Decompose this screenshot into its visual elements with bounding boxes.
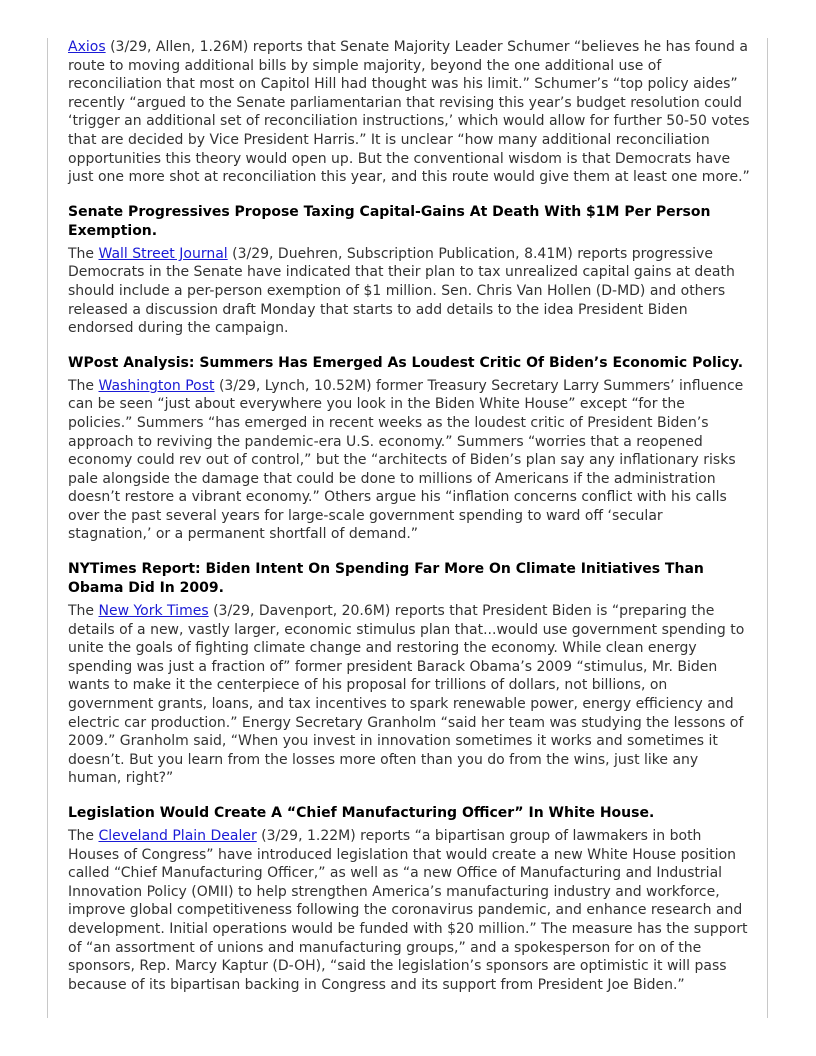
story-headline: Senate Progressives Propose Taxing Capital-Gains At Death With $1M Per Person Exemption.	[68, 203, 711, 239]
story-headline: WPost Analysis: Summers Has Emerged As Loudest Critic Of Biden’s Economic Policy.	[68, 354, 744, 371]
story-text: (3/29, Duehren, Subscription Publication, 8.41M) reports progressive Democrats in the Senate have indicated that their plan to tax unrealized capital gains at death should include a per-person exemption of $1 million. Sen. Chris Van Hollen (D-MD) and others released a discussion draft Monday that starts to add details to the idea President Biden endorsed during the campaign.	[68, 245, 735, 337]
story-body	[68, 602, 750, 788]
source-link-axios[interactable]: Axios	[68, 39, 106, 55]
story-body	[68, 377, 750, 544]
story-body	[68, 827, 750, 994]
story-lead: The	[68, 603, 99, 620]
story-body	[68, 245, 750, 338]
news-content	[68, 38, 750, 994]
document-page	[47, 38, 768, 1018]
source-link-cleveland-plain-dealer[interactable]: Cleveland Plain Dealer	[98, 828, 257, 844]
story-headline: NYTimes Report: Biden Intent On Spending Far More On Climate Initiatives Than Obama Did In 2009.	[68, 561, 704, 597]
source-link-new-york-times[interactable]: New York Times	[98, 603, 209, 620]
source-link-washington-post[interactable]: Washington Post	[98, 377, 215, 394]
story-text: (3/29, Lynch, 10.52M) former Treasury Secretary Larry Summers’ influence can be seen “just about everywhere you look in the Biden White House” except “for the policies.” Summers “has emerged in recent weeks as the loudest critic of President Biden’s approach to reviving the pandemic-era U.S. economy.” Summers “worries that a reopened economy could rev out of control,” but the “architects of Biden’s plan say any inflationary risks pale alongside the damage that could be done to millions of Americans if the administration doesn’t restore a vibrant economy.” Others argue his “inflation concerns conflict with his calls over the past several years for large-scale government spending to ward off ‘secular stagnation,’ or a permanent shortfall of demand.”	[68, 377, 744, 543]
story-capital-gains	[68, 203, 750, 338]
intro-paragraph	[68, 38, 750, 187]
story-headline: Legislation Would Create A “Chief Manufacturing Officer” In White House.	[68, 805, 655, 821]
story-text: (3/29, Davenport, 20.6M) reports that President Biden is “preparing the details of a new, vastly larger, economic stimulus plan that...would use government spending to unite the goals of fighting climate change and restoring the economy. While clean energy spending was just a fraction of” former president Barack Obama’s 2009 “stimulus, Mr. Biden wants to make it the centerpiece of his proposal for trillions of dollars, not billions, on government grants, loans, and tax incentives to spark renewable power, energy efficiency and electric car production.” Energy Secretary Granholm “said her team was studying the lessons of 2009.” Granholm said, “When you invest in innovation sometimes it works and sometimes it doesn’t. But you learn from the losses more often than you do from the wins, just like any human, right?”	[68, 603, 745, 787]
source-link-wall-street-journal[interactable]: Wall Street Journal	[98, 245, 228, 262]
story-lead: The	[68, 828, 99, 844]
story-text: (3/29, 1.22M) reports “a bipartisan group of lawmakers in both Houses of Congress” have introduced legislation that would create a new White House position called “Chief Manufacturing Officer,” as well as “a new Office of Manufacturing and Industrial Innovation Policy (OMII) to help strengthen America’s manufacturing industry and workforce, improve global competitiveness following the coronavirus pandemic, and enhance research and development. Initial operations would be funded with $20 million.” The measure has the support of “an assortment of unions and manufacturing groups,” and a spokesperson for on of the sponsors, Rep. Marcy Kaptur (D-OH), “said the legislation’s sponsors are optimistic it will pass because of its bipartisan backing in Congress and its support from President Joe Biden.”	[68, 828, 748, 993]
story-lead: The	[68, 245, 99, 262]
story-manufacturing	[68, 804, 750, 994]
intro-body: (3/29, Allen, 1.26M) reports that Senate Majority Leader Schumer “believes he has found a route to moving additional bills by simple majority, beyond the one additional use of reconciliation that most on Capitol Hill had thought was his limit.” Schumer’s “top policy aides” recently “argued to the Senate parliamentarian that revising this year’s budget resolution could ‘trigger an additional set of reconciliation instructions,’ which would allow for further 50-50 votes that are decided by Vice President Harris.” It is unclear “how many additional reconciliation opportunities this theory would open up. But the conventional wisdom is that Democrats have just one more shot at reconciliation this year, and this route would give them at least one more.”	[68, 39, 750, 186]
story-summers	[68, 354, 750, 544]
story-climate	[68, 560, 750, 788]
story-lead: The	[68, 377, 99, 394]
